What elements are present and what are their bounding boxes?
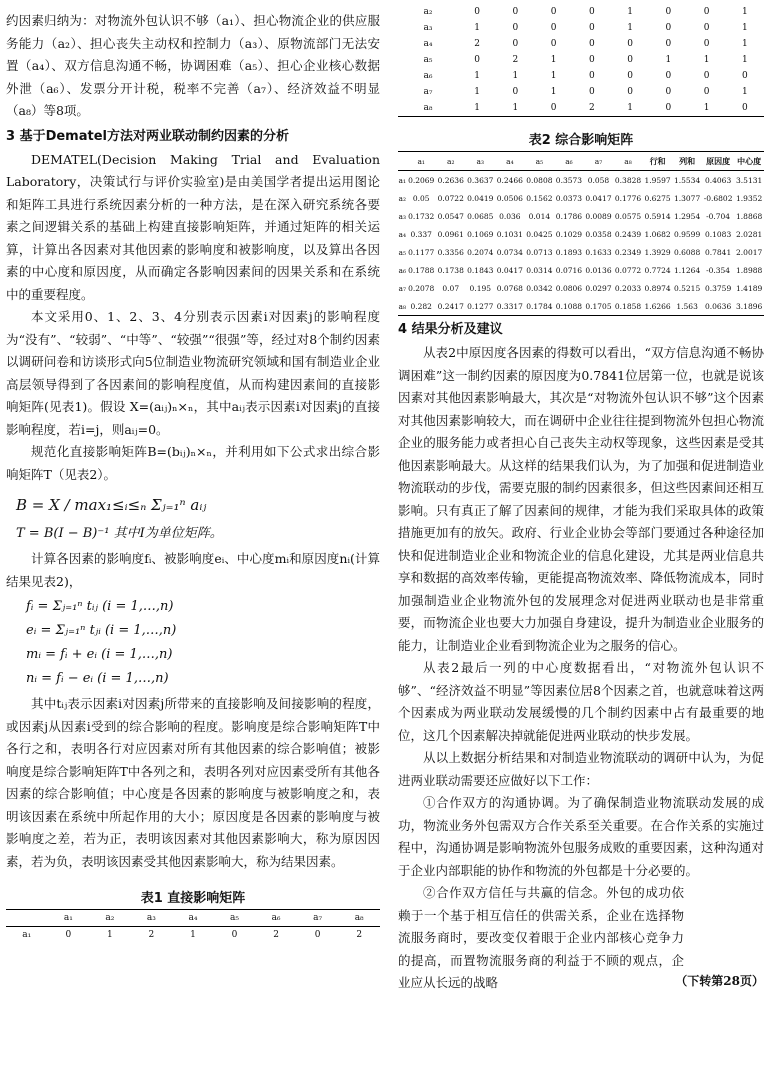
table1-cell: 0 — [741, 103, 748, 113]
table1-header-cell: a₂ — [105, 913, 115, 923]
table1-part2 — [398, 4, 764, 117]
table2-cell: 0.337 — [410, 229, 432, 239]
table2-cell: 0.1177 — [408, 247, 435, 257]
table2-cell: 1.563 — [676, 301, 698, 311]
table1-cell: 0 — [474, 55, 480, 65]
continued-note: （下转第28页） — [675, 973, 764, 988]
table2-cell: 0.2349 — [614, 247, 642, 257]
table2-cell: 0.4063 — [704, 175, 732, 185]
table2-cell: 0.195 — [469, 283, 492, 293]
table2-cell: 0.0419 — [467, 193, 494, 203]
table2-row-label: a₇ — [398, 283, 406, 293]
table2-header-cell: 行和 — [649, 155, 666, 166]
table2-cell: 2.0281 — [736, 229, 763, 239]
table1-cell: 1 — [550, 71, 557, 81]
table2-cell: 0.5914 — [644, 211, 671, 221]
table2-row-label: a₂ — [398, 193, 406, 203]
table1-header-cell: a₆ — [271, 913, 281, 923]
table1-cell: 0 — [627, 55, 633, 65]
table1-cell: 1 — [550, 55, 557, 65]
table2-cell: 0.1893 — [555, 247, 583, 257]
analysis-paragraph-2: 从表2最后一列的中心度数据看出，“对物流外包认识不够”、“经济效益不明显”等因素位居8个因素之首，也就意味着这两个因素成为两业联动发展缓慢的几个制约因素中占有最重要的地位，这几个因素解决掉就能促进两业联动的快步发展。 — [398, 660, 764, 743]
table1-header-cell: a₄ — [188, 913, 198, 923]
table1-row-label: a₂ — [423, 7, 433, 17]
table2-header-cell: a₂ — [447, 156, 455, 166]
table2-cell: 0.2069 — [408, 175, 435, 185]
table2-cell: 3.5131 — [736, 175, 763, 185]
table1-cell: 2 — [273, 930, 279, 940]
table2-cell: 0.1732 — [408, 211, 435, 221]
table1-header-cell: a₃ — [146, 913, 156, 923]
table2-cell: 0.3828 — [614, 175, 642, 185]
table1-cell: 0 — [512, 23, 519, 33]
table1-row — [398, 20, 764, 36]
table2-cell: 0.0685 — [467, 211, 494, 221]
table2-cell: 0.1788 — [408, 265, 435, 275]
table1-cell: 1 — [512, 71, 519, 81]
table2-cell: 1.1264 — [673, 265, 701, 275]
table1-cell: 1 — [550, 87, 557, 97]
table2-header-cell: 原因度 — [706, 155, 731, 166]
table2-cell: 0.1786 — [555, 211, 583, 221]
table1-cell: 1 — [627, 7, 633, 17]
suggestion-1: ①合作双方的沟通协调。为了确保制造业物流联动发展的成功，物流业务外包需双方合作关系至关重要。在合作关系的实施过程中，沟通协调是影响物流外包服务成败的重要因素，这种沟通对于企业内部职能的协作和物流的外包都是十分必要的。 — [398, 795, 764, 878]
table1-cell: 0 — [703, 87, 710, 97]
table1-cell: 0 — [703, 39, 710, 49]
table1-cell: 0 — [703, 71, 710, 81]
table1-row — [398, 84, 764, 100]
table1-row-label: a₅ — [423, 55, 433, 65]
table2-cell: 1.5534 — [673, 175, 701, 185]
table2-header-cell: a₆ — [565, 156, 573, 166]
table2-cell: 0.0417 — [496, 265, 523, 275]
table1-header-cell: a₈ — [354, 913, 364, 923]
table1-cell: 0 — [665, 103, 672, 113]
table2-cell: 0.2636 — [437, 175, 464, 185]
table1-cell: 0 — [588, 55, 595, 65]
table2-cell: 0.282 — [410, 301, 432, 311]
table2-header-cell — [398, 152, 406, 171]
table1-cell: 0 — [512, 7, 519, 17]
table2-row-label: a₃ — [398, 211, 406, 221]
table2-cell: 0.1843 — [467, 265, 494, 275]
table1-row-label: a₃ — [423, 23, 433, 33]
table1-part1 — [6, 909, 380, 943]
table2-cell: 0.1088 — [555, 301, 583, 311]
analysis-paragraph-1: 从表2中原因度各因素的得数可以看出，“双方信息沟通不畅协调困难”这一制约因素的原因度为0.7841位居第一位，也就是说该因素对其他因素影响最大，其次是“对物流外包认识不够”这个因素对其他因素影响较大，而在调研中企业往往提到物流外包担心物流企业的服务能力或者担心自己丧失主动权等现象，这些因素是受其他因素影响最大。从这样的结果我们认为，为了加强和促进制造业物流联动的步伐，需要克服的制约因素很多，但这些因素间还相互影响。只有真正了解了因素间的规律，才能为我们采取具体的政策措施更加有的放矢。政府、行业企业协会等部门要通过各种途径加快和促进制造业企业和物流企业的信息化建设，尤其是两业信息共享和数据的高效率传输，更能提高物流效率、降低物流成本，同时加强制造业企业物流外包的发展理念对促进两业联动也是非常重要，而物流企业也要大力加强自身建设，提升为制造业企业服务的能力，让制造业企业看到物流企业为之服务的信心。 — [398, 345, 764, 653]
table2-header-cell: a₃ — [476, 156, 485, 166]
table1-row — [398, 4, 764, 20]
table1-cell: 0 — [550, 7, 557, 17]
table2-cell: 0.8974 — [644, 283, 671, 293]
table1-cell: 1 — [474, 23, 480, 33]
table1-cell: 0 — [550, 103, 557, 113]
right-column — [398, 0, 764, 995]
table1-row — [398, 68, 764, 84]
table1-row-label: a₄ — [423, 39, 433, 49]
table1-cell: 0 — [588, 39, 595, 49]
table2-cell: 0.0768 — [496, 283, 523, 293]
table2-row — [398, 297, 764, 316]
table1-cell: 0 — [741, 71, 748, 81]
table1-cell: 0 — [665, 87, 672, 97]
table2-header-cell: a₄ — [506, 156, 514, 166]
table2-cell: 0.2417 — [437, 301, 464, 311]
table2-cell: 0.1705 — [585, 301, 612, 311]
table2-cell: 0.1069 — [467, 229, 494, 239]
table1-cell: 0 — [512, 39, 519, 49]
section-3-heading: 3 基于Dematel方法对两业联动制约因素的分析 — [6, 128, 289, 144]
table1-cell: 0 — [588, 71, 595, 81]
table2-cell: 0.0506 — [496, 193, 523, 203]
table1-cell: 0 — [665, 23, 672, 33]
table2-row-label: a₆ — [398, 265, 406, 275]
formula-b: B = X / max₁≤ᵢ≤ₙ Σⱼ₌₁ⁿ aᵢⱼ — [16, 496, 207, 514]
table2-cell: -0.354 — [706, 265, 731, 275]
table1-row-label: a₇ — [423, 87, 433, 97]
table2-cell: 0.014 — [528, 211, 551, 221]
table2-cell: 0.0806 — [555, 283, 583, 293]
table2-cell: 0.0716 — [555, 265, 583, 275]
table2-row-label: a₅ — [398, 247, 406, 257]
section-4-heading: 4 结果分析及建议 — [398, 322, 503, 337]
table2-cell: 0.0636 — [704, 301, 732, 311]
table1-cell: 1 — [474, 71, 480, 81]
table1-row — [398, 52, 764, 68]
table1-cell: 1 — [665, 55, 672, 65]
table1-cell: 1 — [741, 39, 748, 49]
table2-row — [398, 243, 764, 261]
table2-cell: 1.8868 — [736, 211, 763, 221]
table2-cell: 0.0417 — [585, 193, 612, 203]
table2-caption: 表2 综合影响矩阵 — [528, 133, 634, 148]
table2-row-label: a₄ — [398, 229, 406, 239]
table2-header-cell: a₇ — [594, 156, 603, 166]
table2-cell: 0.3637 — [467, 175, 494, 185]
table2-cell: 0.0713 — [526, 247, 553, 257]
table2-cell: 0.0358 — [585, 229, 612, 239]
table2-cell: 0.2439 — [614, 229, 642, 239]
table1-cell: 1 — [474, 87, 480, 97]
table2-row — [398, 207, 764, 225]
table1-row — [398, 100, 764, 117]
table2-cell: 1.6266 — [644, 301, 671, 311]
table1-cell: 0 — [703, 23, 710, 33]
intro-paragraph: 约因素归纳为：对物流外包认识不够（a₁）、担心物流企业的供应服务能力（a₂）、担心丧失主动权和控制力（a₃）、原物流部门无法安置（a₄）、双方信息沟通不畅，协调困难（a₅）、担心企业核心数据外泄（a₆）、发票分开计税，税率不完善（a₇）、经济效益不明显（a₈）等8项。 — [6, 13, 380, 118]
table2-cell: 0.1031 — [496, 229, 523, 239]
table1-cell: 0 — [627, 39, 633, 49]
table2-header-cell: 中心度 — [737, 155, 762, 166]
table2-cell: -0.6802 — [703, 193, 733, 203]
table1-cell: 0 — [588, 87, 595, 97]
table2-cell: 0.1277 — [467, 301, 494, 311]
formula-m: mᵢ = fᵢ + eᵢ (i = 1,…,n) — [26, 647, 173, 662]
table2-cell: 0.05 — [412, 193, 430, 203]
table2-cell: 0.7841 — [704, 247, 732, 257]
table2-cell: 0.0772 — [614, 265, 642, 275]
table2-cell: 1.2954 — [673, 211, 701, 221]
table1-cell: 1 — [741, 23, 748, 33]
table2-cell: 0.2078 — [408, 283, 435, 293]
table1-cell: 0 — [512, 87, 519, 97]
table1-cell: 0 — [627, 71, 633, 81]
table2-cell: 0.0373 — [555, 193, 583, 203]
table1-cell: 2 — [148, 930, 155, 940]
table2 — [398, 151, 764, 316]
table1-cell: 1 — [627, 103, 633, 113]
table1-cell: 0 — [314, 930, 321, 940]
table1-cell: 0 — [231, 930, 238, 940]
table2-cell: 0.1562 — [526, 193, 553, 203]
table2-cell: 0.0808 — [526, 175, 553, 185]
table2-cell: 0.3573 — [555, 175, 583, 185]
table1-cell: 0 — [474, 7, 480, 17]
table2-cell: 1.8988 — [736, 265, 763, 275]
table1-cell: 0 — [588, 7, 595, 17]
table2-cell: 0.0425 — [526, 229, 553, 239]
table2-row-label: a₁ — [398, 175, 406, 185]
table1-cell: 0 — [665, 71, 672, 81]
table1-header-cell: a₇ — [313, 913, 323, 923]
table2-cell: -0.704 — [706, 211, 731, 221]
table1-cell: 1 — [627, 23, 633, 33]
table2-cell: 0.1858 — [614, 301, 642, 311]
table1-cell: 1 — [190, 930, 196, 940]
table2-row-label: a₈ — [398, 301, 406, 311]
table1-cell: 1 — [703, 55, 710, 65]
table1-row-label: a₈ — [423, 103, 433, 113]
table1-header-cell: a₁ — [63, 913, 73, 923]
table2-cell: 0.0734 — [496, 247, 523, 257]
formula-n: nᵢ = fᵢ − eᵢ (i = 1,…,n) — [26, 671, 169, 686]
table1-caption: 表1 直接影响矩阵 — [140, 891, 246, 906]
table2-cell: 0.3759 — [704, 283, 732, 293]
table2-row — [398, 279, 764, 297]
table2-cell: 0.1784 — [526, 301, 553, 311]
table2-row — [398, 171, 764, 190]
table2-cell: 0.0722 — [437, 193, 464, 203]
table2-cell: 0.0575 — [614, 211, 642, 221]
table2-cell: 1.3077 — [673, 193, 701, 203]
table2-cell: 0.6088 — [673, 247, 701, 257]
table2-cell: 1.0682 — [644, 229, 671, 239]
table2-cell: 1.3929 — [644, 247, 671, 257]
table2-cell: 0.0961 — [437, 229, 464, 239]
table2-row — [398, 261, 764, 279]
table2-cell: 0.07 — [442, 283, 460, 293]
table2-cell: 0.3356 — [437, 247, 464, 257]
table2-header-cell: a₅ — [535, 156, 544, 166]
formula-f: fᵢ = Σⱼ₌₁ⁿ tᵢⱼ (i = 1,…,n) — [26, 599, 174, 614]
table1-cell: 1 — [107, 930, 113, 940]
table1-row-label: a₁ — [22, 930, 32, 940]
table1-cell: 0 — [65, 930, 72, 940]
table2-cell: 0.6275 — [644, 193, 671, 203]
table1-cell: 0 — [665, 7, 672, 17]
table1-header-cell: a₅ — [230, 913, 239, 923]
scoring-paragraph: 本文采用0、1、2、3、4分别表示因素i对因素j的影响程度为“没有”、“较弱”、“中等”、“较强”“很强”等，经过对8个制约因素以调研问卷和访谈形式向5位制造业物流研究领域和国有制造业企业高层领导得到了各因素间的影响程度值，从而构建因素间的直接影响矩阵(见表1)。假设 X=(aᵢⱼ)ₙ×ₙ，其中aᵢⱼ表示因素i对因素j的直接影响程度，若i=j，则aᵢⱼ=0。 — [6, 309, 380, 437]
table2-cell: 1.9597 — [644, 175, 671, 185]
table2-cell: 0.036 — [499, 211, 521, 221]
table1-header-cell — [6, 910, 48, 927]
table2-cell: 0.0547 — [437, 211, 464, 221]
table2-cell: 0.0342 — [526, 283, 553, 293]
table2-cell: 2.0017 — [736, 247, 763, 257]
table1-cell: 1 — [741, 87, 748, 97]
table2-cell: 0.7724 — [644, 265, 671, 275]
normalize-paragraph: 规范化直接影响矩阵B=(bᵢⱼ)ₙ×ₙ，并利用如下公式求出综合影响矩阵T（见表2）。 — [6, 444, 380, 482]
suggestion-2: ②合作双方信任与共赢的信念。外包的成功依赖于一个基于相互信任的供需关系，企业在选择物流服务商时，要改变仅着眼于企业内部核心竞争力的提高，而置物流服务商的利益于不顾的观点，企业应从长远的战略 — [398, 885, 684, 990]
table2-cell: 0.1029 — [555, 229, 583, 239]
table2-cell: 0.1776 — [614, 193, 642, 203]
table2-header-cell: a₈ — [624, 156, 632, 166]
table1-cell: 2 — [588, 103, 595, 113]
table1-cell: 1 — [474, 103, 480, 113]
table2-cell: 0.2466 — [496, 175, 523, 185]
table2-cell: 1.9352 — [736, 193, 763, 203]
table2-cell: 0.058 — [587, 175, 610, 185]
table2-cell: 0.0297 — [585, 283, 612, 293]
table1-cell: 1 — [703, 103, 710, 113]
measures-paragraph: 计算各因素的影响度fᵢ、被影响度eᵢ、中心度mᵢ和原因度nᵢ(计算结果见表2)， — [6, 551, 380, 589]
table1-cell: 0 — [665, 39, 672, 49]
table1-row — [398, 36, 764, 52]
table2-cell: 0.1633 — [585, 247, 612, 257]
table2-cell: 0.0314 — [526, 265, 553, 275]
table2-cell: 3.1896 — [736, 301, 763, 311]
table1-cell: 1 — [741, 7, 748, 17]
table2-cell: 0.0089 — [585, 211, 612, 221]
table2-cell: 0.0136 — [585, 265, 612, 275]
left-column — [6, 0, 380, 943]
table2-cell: 0.9599 — [673, 229, 701, 239]
table2-cell: 0.1738 — [437, 265, 464, 275]
dematel-paragraph: DEMATEL(Decision Making Trial and Evaluation Laboratory，决策试行与评价实验室)是由美国学者提出运用图论和矩阵工具进行系统因素分析的一种方法，是在深入研究系统各要素之间逻辑关系的基础上构建直接影响矩阵，并通过矩阵的相关运算，计算出各因素对其他因素的影响度和被影响度，以及算出各因素的中心度和原因度，从而确定各影响因素间的因果关系和在系统中的重要程度。 — [6, 151, 380, 302]
table2-cell: 0.2033 — [614, 283, 642, 293]
formula-e: eᵢ = Σⱼ₌₁ⁿ tⱼᵢ (i = 1,…,n) — [26, 623, 177, 638]
explanation-paragraph: 其中tᵢⱼ表示因素i对因素j所带来的直接影响及间接影响的程度，或因素j从因素i受到的综合影响的程度。影响度是综合影响矩阵T中各行之和，表明各行对应因素对所有其他因素的综合影响值；被影响度是综合影响矩阵T中各列之和，表明各列对应因素受所有其他各因素的综合影响值；中心度是各因素的影响度与被影响度之和，表明该因素在系统中所起作用的大小；原因度是各因素的影响度与被影响度之差，若为正，表明该因素对其他因素影响大，称为原因因素，若为负，表明该因素受其他因素影响大，称为结果因素。 — [6, 696, 380, 869]
table1-cell: 1 — [512, 103, 519, 113]
formula-t: T = B(I − B)⁻¹ 其中I为单位矩阵。 — [16, 526, 223, 541]
table1-cell: 2 — [474, 39, 480, 49]
table2-header-cell: a₁ — [417, 156, 425, 166]
table2-cell: 0.5215 — [673, 283, 701, 293]
table2-cell: 1.4189 — [736, 283, 763, 293]
table1-row-label: a₆ — [423, 71, 433, 81]
table1-cell: 0 — [703, 7, 710, 17]
table2-cell: 0.3317 — [496, 301, 523, 311]
table2-row — [398, 225, 764, 243]
table2-header-cell: 列和 — [679, 155, 696, 166]
table2-cell: 0.1083 — [704, 229, 732, 239]
table1-cell: 2 — [512, 55, 519, 65]
table2-row — [398, 189, 764, 207]
table1-cell: 0 — [550, 39, 557, 49]
table1-row — [6, 927, 380, 944]
table1-cell: 2 — [356, 930, 363, 940]
table1-cell: 0 — [588, 23, 595, 33]
table2-cell: 0.2074 — [467, 247, 494, 257]
table1-cell: 0 — [550, 23, 557, 33]
table1-cell: 0 — [627, 87, 633, 97]
analysis-paragraph-3: 从以上数据分析结果和对制造业物流联动的调研中认为，为促进两业联动需要还应做好以下工作： — [398, 750, 764, 788]
table1-cell: 1 — [741, 55, 748, 65]
